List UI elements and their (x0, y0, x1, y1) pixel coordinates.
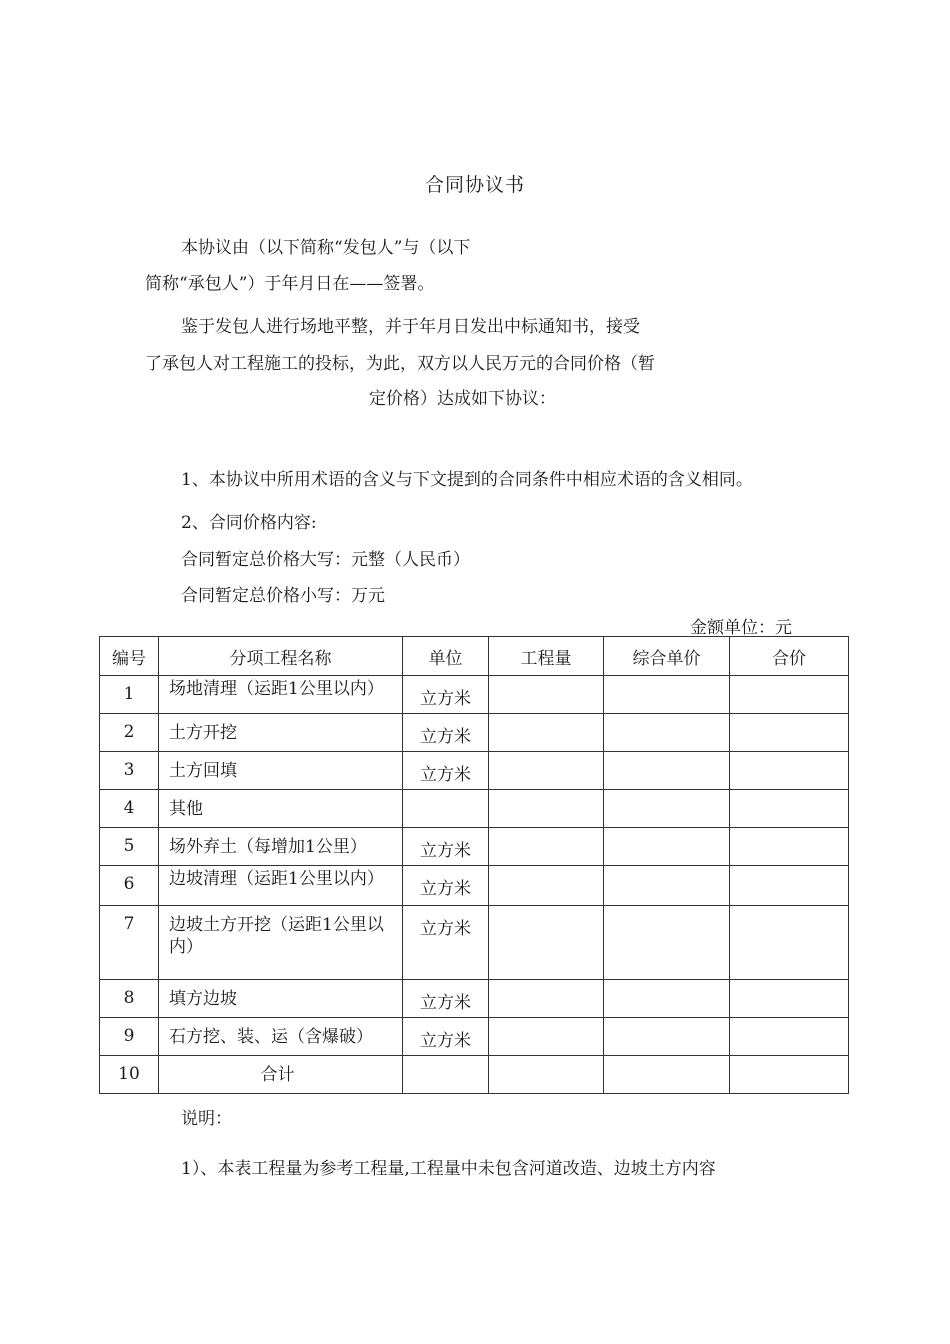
row-unit-price (604, 1056, 730, 1094)
recital-paragraph-line-1: 鉴于发包人进行场地平整，并于年月日发出中标通知书，接受 (181, 317, 640, 337)
row-total-price (730, 980, 849, 1018)
row-unit (403, 1056, 488, 1064)
row-unit: 立方米 (420, 689, 471, 709)
row-unit-price (604, 828, 730, 866)
row-item-name: 土方回填 (169, 761, 237, 781)
row-item-name: 场外弃土（每增加1公里） (169, 837, 367, 857)
row-unit-price (604, 1018, 730, 1056)
row-total-price (730, 790, 849, 828)
row-quantity (489, 828, 604, 866)
row-unit: 立方米 (420, 879, 471, 899)
row-item-name: 边坡土方开挖（运距1公里以内） (169, 915, 384, 957)
row-number: 3 (123, 760, 135, 780)
row-unit-price (604, 980, 730, 1018)
row-unit-price (604, 752, 730, 790)
row-number: 8 (123, 988, 135, 1008)
header-quantity: 工程量 (489, 637, 604, 676)
row-unit-price (604, 866, 730, 906)
intro-paragraph-line-2: 简称“承包人”）于年月日在——签署。 (145, 274, 435, 294)
table-row (100, 790, 849, 828)
header-number: 编号 (100, 637, 159, 676)
row-item-name: 其他 (169, 799, 203, 819)
recital-paragraph-line-2: 了承包人对工程施工的投标，为此，双方以人民万元的合同价格（暂 (145, 354, 655, 374)
row-item-name: 场地清理（运距1公里以内） (169, 679, 384, 699)
header-unit-price: 综合单价 (604, 637, 730, 676)
row-total-price (730, 866, 849, 906)
row-unit-price (604, 906, 730, 980)
row-quantity (489, 714, 604, 752)
row-quantity (489, 1018, 604, 1056)
table-row (100, 866, 849, 906)
row-number: 10 (118, 1064, 140, 1084)
row-unit-price (604, 676, 730, 714)
row-unit-price (604, 790, 730, 828)
row-unit (403, 790, 488, 798)
clause-2: 2、合同价格内容: (181, 513, 317, 533)
table-row (100, 752, 849, 790)
row-unit: 立方米 (420, 727, 471, 747)
table-row (100, 714, 849, 752)
work-items-table (99, 636, 849, 1094)
header-total-price: 合价 (730, 637, 849, 676)
amount-unit-label: 金额单位：元 (690, 618, 792, 638)
row-unit: 立方米 (420, 993, 471, 1013)
intro-paragraph-line-1: 本协议由（以下简称“发包人”与（以下 (181, 238, 471, 258)
row-quantity (489, 676, 604, 714)
table-total-row (100, 1056, 849, 1094)
note-1: 1）、本表工程量为参考工程量,工程量中未包含河道改造、边坡土方内容 (181, 1159, 716, 1179)
row-quantity (489, 790, 604, 828)
row-unit-price (604, 714, 730, 752)
recital-paragraph-line-3: 定价格）达成如下协议： (369, 389, 556, 409)
row-item-name: 边坡清理（运距1公里以内） (169, 869, 384, 889)
row-number: 2 (123, 722, 135, 742)
row-unit: 立方米 (420, 919, 471, 939)
row-item-name: 石方挖、装、运（含爆破） (169, 1027, 373, 1047)
row-quantity (489, 866, 604, 906)
clause-2-lower-amount: 合同暂定总价格小写：万元 (181, 586, 385, 606)
row-number: 9 (123, 1026, 135, 1046)
document-title: 合同协议书 (424, 174, 525, 196)
row-quantity (489, 752, 604, 790)
row-total-price (730, 676, 849, 714)
row-quantity (489, 906, 604, 980)
row-number: 4 (123, 798, 135, 818)
row-total-price (730, 752, 849, 790)
row-quantity (489, 980, 604, 1018)
table-row (100, 676, 849, 714)
table-row (100, 828, 849, 866)
row-unit: 立方米 (420, 1031, 471, 1051)
clause-2-upper-amount: 合同暂定总价格大写：元整（人民币） (181, 550, 470, 570)
row-total-price (730, 1056, 849, 1094)
row-number: 5 (123, 836, 135, 856)
header-unit: 单位 (403, 637, 489, 676)
row-quantity (489, 1056, 604, 1094)
header-item-name: 分项工程名称 (159, 637, 403, 676)
row-number: 7 (123, 914, 135, 934)
row-total-price (730, 1018, 849, 1056)
clause-1: 1、本协议中所用术语的含义与下文提到的合同条件中相应术语的含义相同。 (181, 470, 753, 490)
row-total-price (730, 906, 849, 980)
row-item-name: 填方边坡 (169, 989, 237, 1009)
row-item-name: 土方开挖 (169, 723, 237, 743)
table-row (100, 906, 849, 980)
table-row (100, 980, 849, 1018)
notes-label: 说明： (181, 1109, 232, 1129)
table-header-row (100, 637, 849, 676)
row-number: 1 (123, 684, 135, 704)
row-number: 6 (123, 874, 135, 894)
table-row (100, 1018, 849, 1056)
row-total-price (730, 828, 849, 866)
row-unit: 立方米 (420, 765, 471, 785)
row-total-price (730, 714, 849, 752)
row-item-name: 合计 (260, 1065, 295, 1085)
row-unit: 立方米 (420, 841, 471, 861)
